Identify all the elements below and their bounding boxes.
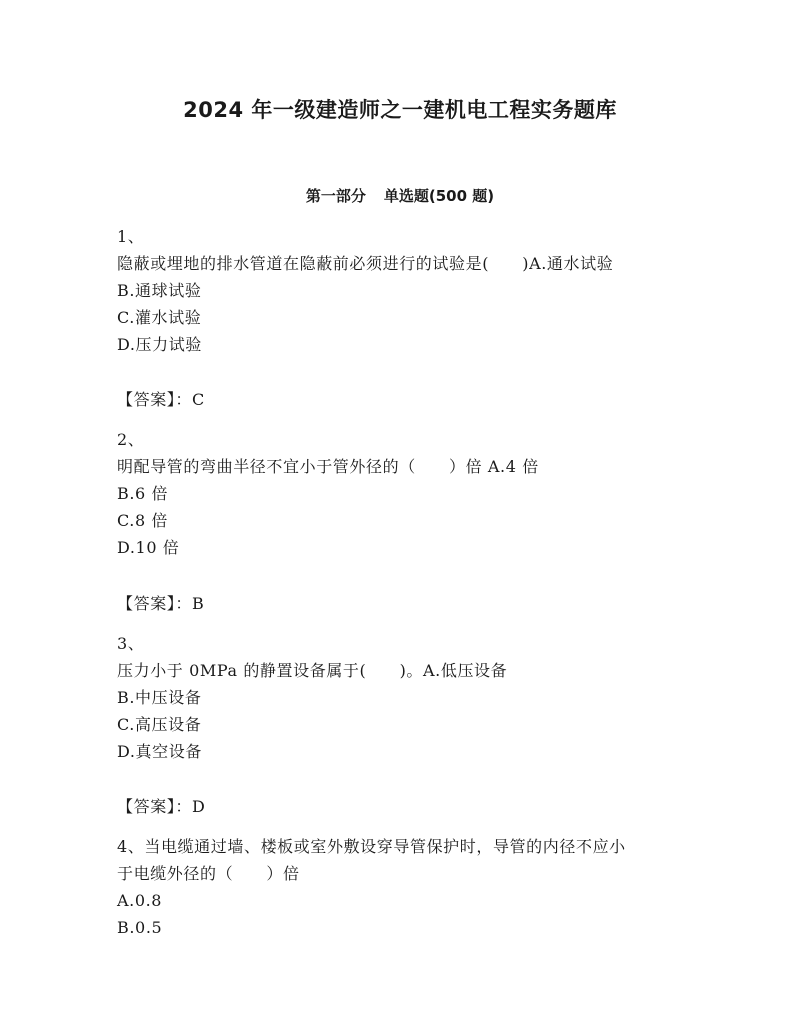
question-number: 1、 bbox=[117, 227, 145, 246]
question-stem: 压力小于 0MPa 的静置设备属于( )。A.低压设备 bbox=[117, 661, 508, 680]
question-stem: 明配导管的弯曲半径不宜小于管外径的（ ）倍 A.4 倍 bbox=[117, 457, 539, 476]
question-option: D.10 倍 bbox=[117, 538, 180, 557]
question-option: D.真空设备 bbox=[117, 742, 202, 761]
question-option: B.通球试验 bbox=[117, 281, 202, 300]
question-option: C.高压设备 bbox=[117, 715, 202, 734]
question-stem: 4、当电缆通过墙、楼板或室外敷设穿导管保护时，导管的内径不应小 bbox=[117, 837, 626, 856]
section-heading bbox=[0, 185, 800, 206]
question-option: C.灌水试验 bbox=[117, 308, 202, 327]
section-name: 单选题(500 题) bbox=[383, 187, 495, 205]
document-title: 2024 年一级建造师之一建机电工程实务题库 bbox=[183, 98, 617, 122]
answer-line: 【答案】：D bbox=[117, 797, 206, 816]
question-option: D.压力试验 bbox=[117, 335, 202, 354]
question-stem-continued: 于电缆外径的（ ）倍 bbox=[117, 864, 300, 883]
question-number: 3、 bbox=[117, 634, 145, 653]
section-part: 第一部分 bbox=[305, 187, 366, 205]
answer-line: 【答案】：C bbox=[117, 390, 205, 409]
question-stem: 隐蔽或埋地的排水管道在隐蔽前必须进行的试验是( )A.通水试验 bbox=[117, 254, 614, 273]
question-number: 2、 bbox=[117, 430, 145, 449]
question-option: B.0.5 bbox=[117, 918, 163, 937]
question-option: B.6 倍 bbox=[117, 484, 169, 503]
question-option: A.0.8 bbox=[117, 891, 163, 910]
answer-line: 【答案】：B bbox=[117, 594, 205, 613]
question-option: B.中压设备 bbox=[117, 688, 202, 707]
question-option: C.8 倍 bbox=[117, 511, 169, 530]
